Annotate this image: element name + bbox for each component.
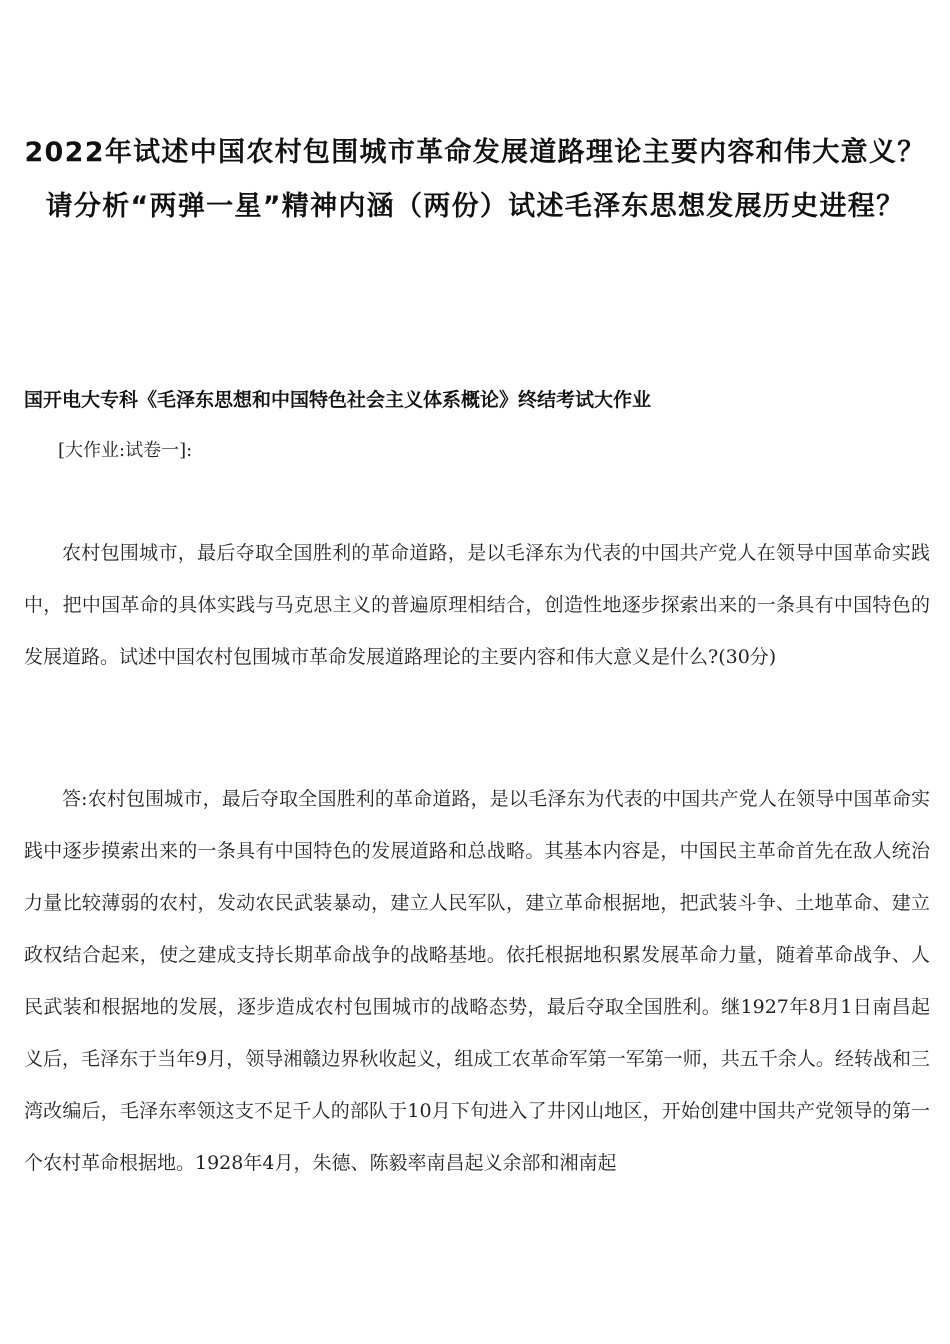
document-title: 2022年试述中国农村包围城市革命发展道路理论主要内容和伟大意义？请分析“两弹一星”精神内涵（两份）试述毛泽东思想发展历史进程？ <box>24 137 926 222</box>
question-paragraph: 农村包围城市，最后夺取全国胜利的革命道路，是以毛泽东为代表的中国共产党人在领导中国革命实践中，把中国革命的具体实践与马克思主义的普遍原理相结合，创造性地逐步探索出来的一条具有中国特色的发展道路。试述中国农村包围城市革命发展道路理论的主要内容和伟大意义是什么?(30分) <box>24 542 930 668</box>
course-subtitle: 国开电大专科《毛泽东思想和中国特色社会主义体系概论》终结考试大作业 <box>24 389 652 411</box>
exam-paper-label: [大作业:试卷一]: <box>58 440 193 461</box>
answer-paragraph: 答:农村包围城市，最后夺取全国胜利的革命道路，是以毛泽东为代表的中国共产党人在领导中国革命实践中逐步摸索出来的一条具有中国特色的发展道路和总战略。其基本内容是，中国民主革命首先在敌人统治力量比较薄弱的农村，发动农民武装暴动，建立人民军队，建立革命根据地，把武装斗争、土地革命、建立政权结合起来，使之建成支持长期革命战争的战略基地。依托根据地积累发展革命力量，随着革命战争、人民武装和根据地的发展，逐步造成农村包围城市的战略态势，最后夺取全国胜利。继1927年8月1日南昌起义后，毛泽东于当年9月，领导湘赣边界秋收起义，组成工农革命军第一军第一师，共五千余人。经转战和三湾改编后，毛泽东率领这支不足千人的部队于10月下旬进入了井冈山地区，开始创建中国共产党领导的第一个农村革命根据地。1928年4月，朱德、陈毅率南昌起义余部和湘南起 <box>24 788 930 1174</box>
